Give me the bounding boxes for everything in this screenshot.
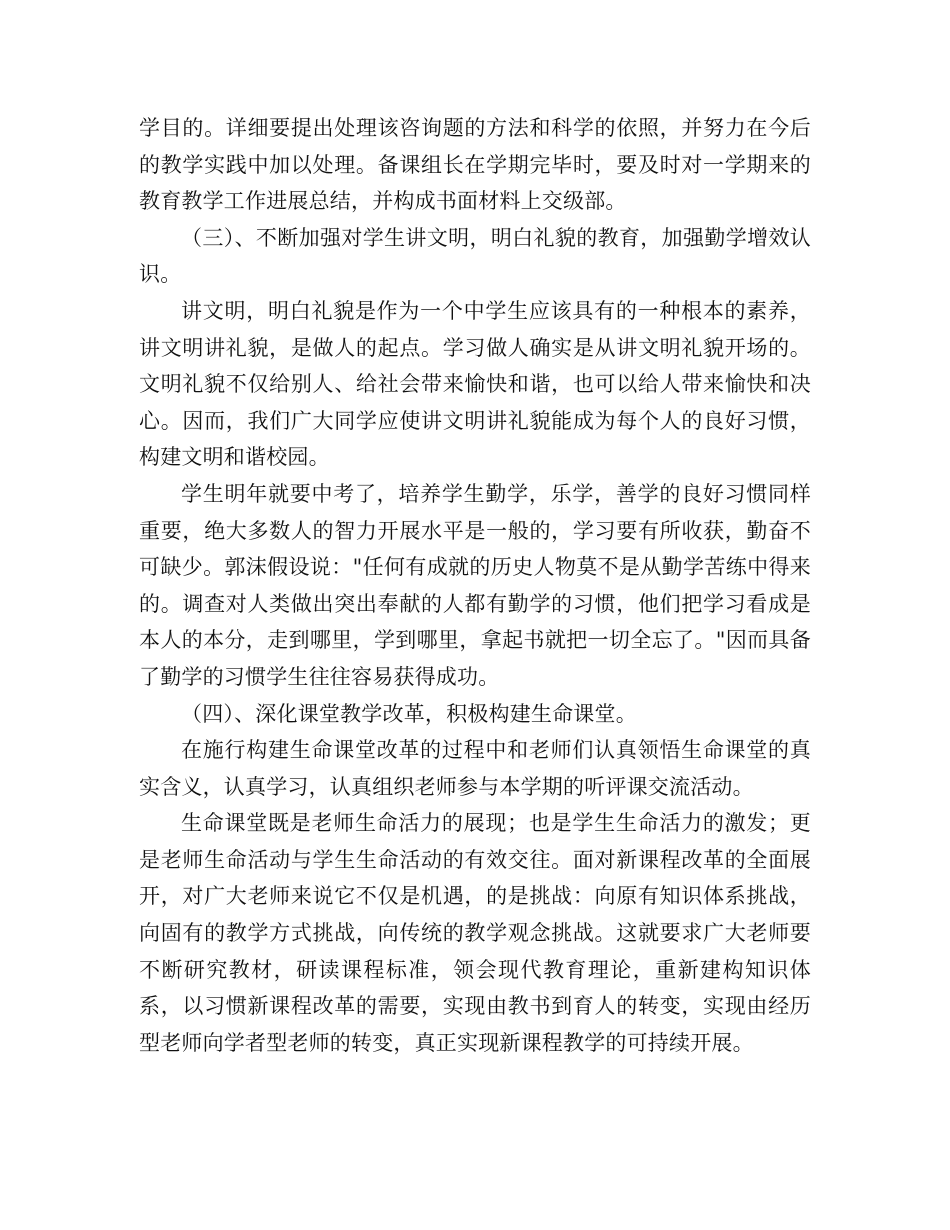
paragraph-diligence: 学生明年就要中考了，培养学生勤学，乐学，善学的良好习惯同样重要，绝大多数人的智力开展水平是一般的，学习要有所收获，勤奋不可缺少。郭沫假设说："任何有成就的历史人物莫不是从勤学苦练中得来的。调查对人类做出突出奉献的人都有勤学的习惯，他们把学习看成是本人的本分，走到哪里，学到哪里，拿起书就把一切全忘了。"因而具备了勤学的习惯学生往往容易获得成功。 xyxy=(139,481,811,689)
paragraph-life-classroom-detail: 生命课堂既是老师生命活力的展现；也是学生生命活力的激发；更是老师生命活动与学生生命活动的有效交往。面对新课程改革的全面展开，对广大老师来说它不仅是机遇，的是挑战：向原有知识体系挑战，向固有的教学方式挑战，向传统的教学观念挑战。这就要求广大老师要不断研究教材，研读课程标准，领会现代教育理论，重新建构知识体系，以习惯新课程改革的需要，实现由教书到育人的转变，实现由经历型老师向学者型老师的转变，真正实现新课程教学的可持续开展。 xyxy=(139,811,811,1055)
section-heading-4: （四）、深化课堂教学改革，积极构建生命课堂。 xyxy=(181,701,637,726)
document-body xyxy=(139,110,811,1061)
paragraph-civility: 讲文明，明白礼貌是作为一个中学生应该具有的一种根本的素养，讲文明讲礼貌，是做人的起点。学习做人确实是从讲文明礼貌开场的。文明礼貌不仅给别人、给社会带来愉快和谐，也可以给人带来愉快和决心。因而，我们广大同学应使讲文明讲礼貌能成为每个人的良好习惯，构建文明和谐校园。 xyxy=(139,298,811,470)
section-heading-3: （三）、不断加强对学生讲文明，明白礼貌的教育，加强勤学增效认识。 xyxy=(139,225,811,287)
paragraph-continued: 学目的。详细要提出处理该咨询题的方法和科学的依照，并努力在今后的教学实践中加以处理。备课组长在学期完毕时，要及时对一学期来的教育教学工作进展总结，并构成书面材料上交级部。 xyxy=(139,116,811,214)
paragraph-life-classroom-intro: 在施行构建生命课堂改革的过程中和老师们认真领悟生命课堂的真实含义，认真学习，认真组织老师参与本学期的听评课交流活动。 xyxy=(139,738,811,799)
